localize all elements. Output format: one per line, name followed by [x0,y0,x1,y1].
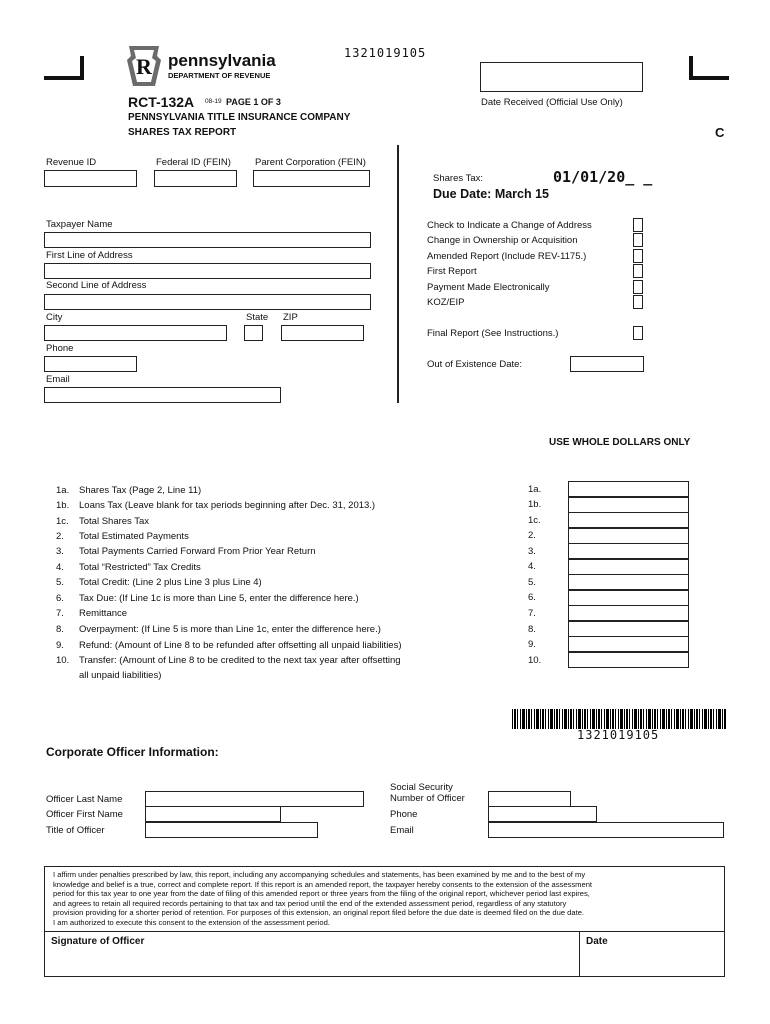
logo-letter: R [136,54,152,79]
zip-label: ZIP [283,312,298,323]
amount-field-4[interactable] [568,559,689,575]
tax-period: 01/01/20_ _ [553,168,653,186]
zip-field[interactable] [281,325,364,341]
check-label-amended: Amended Report (Include REV-1175.) [427,251,587,262]
amount-label-1c: 1c. [528,515,541,526]
city-label: City [46,312,63,323]
signature-field[interactable] [45,932,579,976]
line-number: 1b. [56,500,70,511]
form-id: RCT-132A [128,94,195,110]
line-text: Overpayment: (If Line 5 is more than Line 1c, enter the difference here.) [79,624,381,635]
line-text: Remittance [79,608,128,619]
line-number: 5. [56,577,64,588]
line-text: Loans Tax (Leave blank for tax periods beginning after Dec. 31, 2013.) [79,500,376,511]
line-number: 10. [56,655,70,666]
amount-label-4: 4. [528,561,536,572]
federal-id-label: Federal ID (FEIN) [156,157,231,168]
officer-last-name-field[interactable] [145,791,364,807]
ssn-label-line2: Number of Officer [390,793,465,804]
amount-field-9[interactable] [568,636,689,652]
affirmation-line: knowledge and belief is a true, correct and complete report. If this report is an amended report, the taxpayer hereby consents to the extension of the assessment [53,879,593,889]
due-date: Due Date: March 15 [433,187,550,201]
line-3 [56,546,316,557]
checkbox-amended[interactable] [633,249,643,263]
affirmation-line: I am authorized to execute this consent to the extension of the assessment period. [53,917,330,927]
state-label: State [246,312,269,323]
officer-title-label: Title of Officer [46,825,105,836]
shares-tax-label: Shares Tax: [433,173,483,184]
form-revision: 08-19 [205,98,222,105]
taxpayer-name-field[interactable] [44,232,371,248]
affirmation-line: and agrees to retain all required records pertaining to that tax and tax period until the end of the extended assessment period, regardless of any statutory [53,898,567,908]
section-divider [397,145,399,403]
check-label-ownership: Change in Ownership or Acquisition [427,235,578,246]
whole-dollars-note: USE WHOLE DOLLARS ONLY [549,437,691,448]
affirmation-box [44,866,725,977]
amount-label-9: 9. [528,639,536,650]
check-label-address: Check to Indicate a Change of Address [427,220,592,231]
line-1a [56,485,201,496]
amount-label-1a: 1a. [528,484,542,495]
address1-field[interactable] [44,263,371,279]
line-8 [56,624,381,635]
line-number: 1a. [56,485,70,496]
line-text: Shares Tax (Page 2, Line 11) [79,485,202,496]
amount-label-7: 7. [528,608,536,619]
officer-email-field[interactable] [488,822,724,838]
officer-phone-field[interactable] [488,806,597,822]
state-field[interactable] [244,325,263,341]
signature-label: Signature of Officer [51,936,145,947]
barcode-number-bottom: 1321019105 [577,728,660,742]
amount-label-5: 5. [528,577,536,588]
line-text: Refund: (Amount of Line 8 to be refunded after offsetting all unpaid liabilities) [79,640,402,651]
checkbox-final-report[interactable] [633,326,643,340]
line-text: Total Shares Tax [79,516,150,527]
line-text: Total Credit: (Line 2 plus Line 3 plus Line 4) [79,577,262,588]
officer-first-name-label: Officer First Name [46,809,123,820]
line-text: Total Estimated Payments [79,531,189,542]
check-label-first: First Report [427,266,477,277]
amount-field-1c[interactable] [568,512,689,528]
city-field[interactable] [44,325,227,341]
check-label-electronic: Payment Made Electronically [427,282,550,293]
officer-email-label: Email [390,825,414,836]
amount-label-8: 8. [528,624,536,635]
line-1c [56,516,149,527]
officer-title-field[interactable] [145,822,318,838]
out-of-existence-field[interactable] [570,356,644,372]
line-number: 9. [56,640,64,651]
officer-phone-label: Phone [390,809,418,820]
checkbox-address[interactable] [633,218,643,232]
affirmation-line: period for this tax year to one year from the date of filing of this amended report or three years from the filing of the original report, whichever period last expires, [53,889,590,899]
line-number: 2. [56,531,64,542]
line-number: 6. [56,593,64,604]
line-text: Transfer: (Amount of Line 8 to be credited to the next tax year after offsetting [79,655,401,666]
line-number: 3. [56,546,64,557]
address2-field[interactable] [44,294,371,310]
date-field[interactable] [580,932,724,976]
officer-first-name-field[interactable] [145,806,281,822]
amount-field-2[interactable] [568,528,689,544]
amount-field-3[interactable] [568,543,689,559]
ssn-label-line1: Social Security [390,782,453,793]
amount-field-1b[interactable] [568,497,689,513]
line-text: Tax Due: (If Line 1c is more than Line 5, enter the difference here.) [79,593,359,604]
line-1b [56,500,375,511]
phone-label: Phone [46,343,74,354]
affirmation-line: I affirm under penalties prescribed by law, this report, including any accompanying schedules and statements, has been examined by me and to the best of my [53,870,586,879]
line-text: Total “Restricted” Tax Credits [79,562,201,573]
revenue-id-field[interactable] [44,170,137,187]
line-7 [56,608,127,619]
revenue-id-label: Revenue ID [46,157,97,168]
date-received-box [480,62,643,92]
officer-last-name-label: Officer Last Name [46,794,123,805]
federal-id-field[interactable] [154,170,237,187]
line-number: 7. [56,608,64,619]
corner-mark-left [44,56,84,80]
amount-field-7[interactable] [568,605,689,621]
line-text: Total Payments Carried Forward From Prior Year Return [79,546,316,557]
amount-field-6[interactable] [568,590,689,606]
line-10 [56,655,401,666]
line-text: all unpaid liabilities) [79,670,162,681]
amount-field-1a[interactable] [568,481,689,497]
line-9 [56,640,402,651]
check-label-koz: KOZ/EIP [427,297,465,308]
parent-corp-label: Parent Corporation (FEIN) [255,157,366,168]
line-6 [56,593,359,604]
keystone-logo [127,46,161,86]
form-title-line1: PENNSYLVANIA TITLE INSURANCE COMPANY [128,112,351,123]
line-number: 1c. [56,516,69,527]
ssn-field[interactable] [488,791,571,807]
amount-label-10: 10. [528,655,542,666]
amount-field-5[interactable] [568,574,689,590]
logo-subtitle: DEPARTMENT OF REVENUE [168,71,271,80]
final-report-label: Final Report (See Instructions.) [427,328,559,339]
affirmation-text [53,870,592,928]
parent-corp-field[interactable] [253,170,370,187]
barcode-number-top: 1321019105 [344,46,427,60]
form-title-line2: SHARES TAX REPORT [128,127,237,138]
amount-label-2: 2. [528,530,536,541]
line-5 [56,577,262,588]
checkbox-electronic[interactable] [633,280,643,294]
checkbox-first[interactable] [633,264,643,278]
taxpayer-name-label: Taxpayer Name [46,219,113,230]
address1-label: First Line of Address [46,250,133,261]
line-4 [56,562,201,573]
email-label: Email [46,374,70,385]
line-2 [56,531,189,542]
corner-letter: C [715,125,725,140]
checkbox-ownership[interactable] [633,233,643,247]
logo-title: pennsylvania [168,51,276,70]
out-of-existence-label: Out of Existence Date: [427,359,523,370]
page-indicator: PAGE 1 OF 3 [226,97,281,107]
address2-label: Second Line of Address [46,280,147,291]
date-label: Date [586,936,608,947]
amount-label-1b: 1b. [528,499,542,510]
line-10-continued [79,670,161,681]
amount-label-6: 6. [528,592,536,603]
amount-field-8[interactable] [568,621,689,637]
line-number: 4. [56,562,64,573]
corner-mark-right [689,56,729,80]
amount-label-3: 3. [528,546,536,557]
date-received-label: Date Received (Official Use Only) [481,97,623,108]
officer-heading: Corporate Officer Information: [46,745,219,759]
phone-field[interactable] [44,356,137,372]
affirmation-line: provision providing for a shorter period of retention. For purposes of this extension, an original report filed before the due date is deemed filed on the due date. [53,908,585,918]
email-field[interactable] [44,387,281,403]
amount-field-10[interactable] [568,652,689,668]
barcode [512,709,726,729]
checkbox-koz[interactable] [633,295,643,309]
line-number: 8. [56,624,64,635]
